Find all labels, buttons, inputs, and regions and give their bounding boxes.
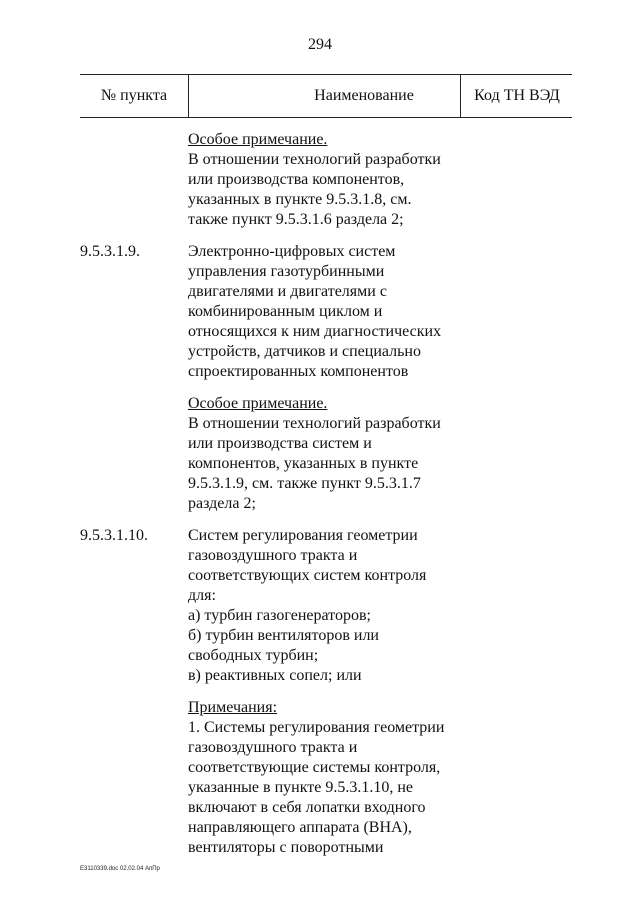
- text-line: газовоздушного тракта и: [188, 547, 358, 564]
- header-name: Наименование: [188, 75, 539, 117]
- text-line: В отношении технологий разработки: [188, 415, 441, 432]
- text-line: указанных в пункте 9.5.3.1.8, см.: [188, 191, 412, 208]
- text-line: б) турбин вентиляторов или: [188, 627, 379, 644]
- text-line: газовоздушного тракта и: [188, 739, 358, 756]
- text-line: а) турбин газогенераторов;: [188, 607, 371, 624]
- footer-document-code: Е3110339.doc 02.02.04 АпПр: [80, 866, 160, 872]
- text-line: В отношении технологий разработки: [188, 151, 441, 168]
- item-number: [80, 698, 188, 858]
- text-line: устройств, датчиков и специально: [188, 343, 421, 360]
- text-line: направляющего аппарата (ВНА),: [188, 819, 412, 836]
- text-line: свободных турбин;: [188, 647, 319, 664]
- item-text: [188, 394, 460, 514]
- text-line: спроектированных компонентов: [188, 363, 409, 380]
- text-line: включают в себя лопатки входного: [188, 799, 426, 816]
- item-number: [80, 394, 188, 514]
- text-line: двигателями и двигателями с: [188, 283, 387, 300]
- text-line: вентиляторы с поворотными: [188, 839, 384, 856]
- text-line: соответствующие системы контроля,: [188, 759, 441, 776]
- text-line: также пункт 9.5.3.1.6 раздела 2;: [188, 211, 404, 228]
- text-line: для:: [188, 587, 216, 604]
- text-line: Электронно-цифровых систем: [188, 243, 396, 260]
- text-line: компонентов, указанных в пункте: [188, 455, 419, 472]
- block-item-9-5-3-1-10: [80, 526, 572, 686]
- item-number: 9.5.3.1.10.: [80, 527, 148, 544]
- item-number: 9.5.3.1.9.: [80, 243, 140, 260]
- note-heading: Особое примечание.: [188, 395, 328, 412]
- note-heading: Особое примечание.: [188, 131, 328, 148]
- text-line: в) реактивных сопел; или: [188, 667, 362, 684]
- block-note-1: [80, 130, 572, 230]
- text-line: указанные в пункте 9.5.3.1.10, не: [188, 779, 414, 796]
- document-body: [80, 130, 572, 858]
- item-text: [188, 242, 460, 382]
- table-header: [80, 74, 572, 118]
- text-line: управления газотурбинными: [188, 263, 385, 280]
- notes-heading: Примечания:: [188, 699, 278, 716]
- text-line: соответствующих систем контроля: [188, 567, 427, 584]
- text-line: комбинированным циклом и: [188, 303, 383, 320]
- text-line: или производства компонентов,: [188, 171, 405, 188]
- page-number: 294: [308, 36, 332, 53]
- item-text: [188, 698, 460, 858]
- block-notes: [80, 698, 572, 858]
- block-note-2: [80, 394, 572, 514]
- text-line: относящихся к ним диагностических: [188, 323, 442, 340]
- text-line: или производства систем и: [188, 435, 372, 452]
- text-line: 9.5.3.1.9, см. также пункт 9.5.3.1.7: [188, 475, 421, 492]
- item-number: [80, 130, 188, 230]
- item-text: [188, 526, 460, 686]
- text-line: Систем регулирования геометрии: [188, 527, 418, 544]
- item-text: [188, 130, 460, 230]
- block-item-9-5-3-1-9: [80, 242, 572, 382]
- header-code: Код ТН ВЭД: [460, 75, 573, 117]
- header-item-number: № пункта: [100, 87, 168, 104]
- text-line: раздела 2;: [188, 495, 256, 512]
- text-line: 1. Системы регулирования геометрии: [188, 719, 445, 736]
